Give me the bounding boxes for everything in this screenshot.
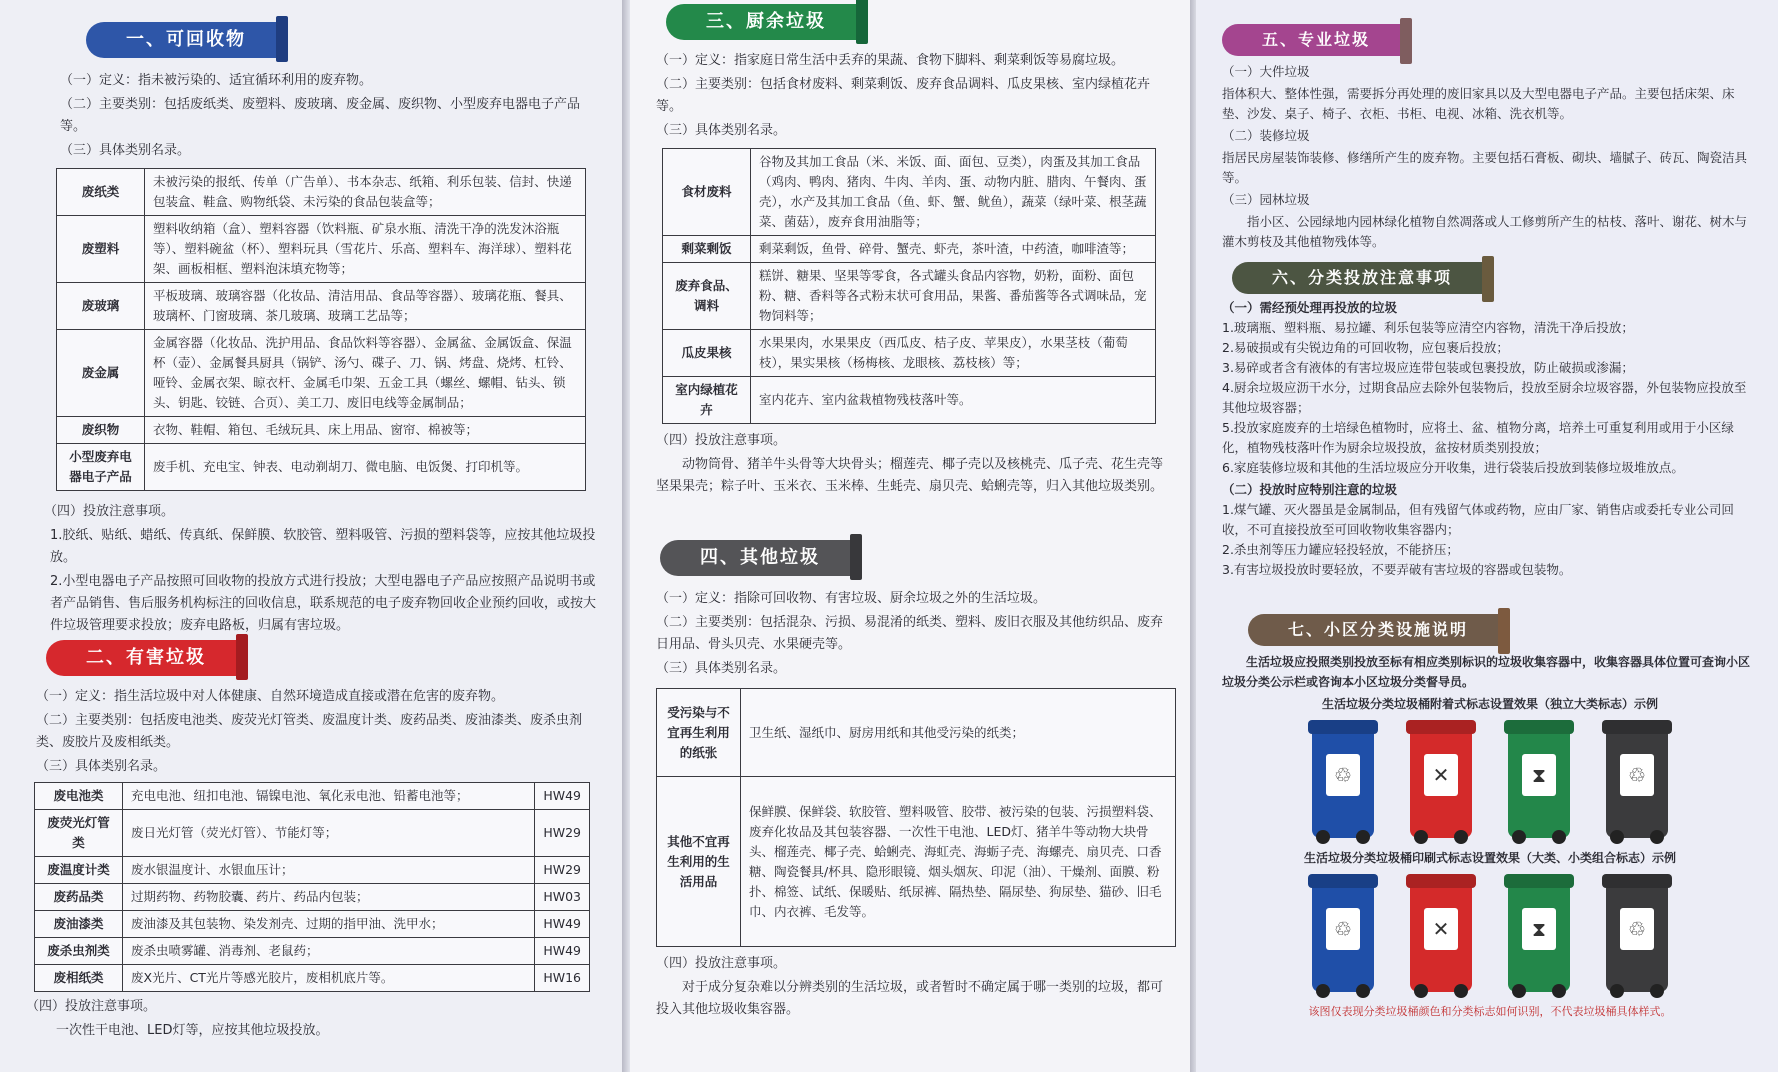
bin-lid (1308, 874, 1378, 888)
hazard-code-cell: HW03 (535, 884, 590, 911)
hazard-code-cell: HW29 (535, 810, 590, 857)
description-cell: 糕饼、糖果、坚果等零食，各式罐头食品内容物，奶粉，面粉、面包粉、糖、香料等各式粉末状可食用品，果酱、番茄酱等各式调味品，宠物饲料等； (751, 263, 1156, 330)
special-heading-2: （二）装修垃圾 (1222, 128, 1310, 143)
other-main-types: （二）主要类别：包括混杂、污损、易混淆的纸类、塑料、废旧衣服及其他纺织品、废弃日用品、骨头贝壳、水果硬壳等。 (656, 615, 1164, 652)
category-cell: 废电池类 (35, 783, 123, 810)
bin-wheel (1454, 984, 1468, 998)
notice-heading-2: （二）投放时应特别注意的垃圾 (1222, 482, 1398, 497)
hazardous-definition: （一）定义：指生活垃圾中对人体健康、自然环境造成直接或潜在危害的废弃物。 (36, 689, 505, 704)
table-row (57, 330, 586, 417)
table-row (57, 169, 586, 216)
other-waste-icon: ♲ (1620, 754, 1654, 796)
bin-lid (1308, 720, 1378, 734)
description-cell: 未被污染的报纸、传单（广告单）、书本杂志、纸箱、利乐包装、信封、快递包装盒、鞋盒、购物纸袋、未污染的食品包装盒等； (145, 169, 586, 216)
notice-section (1222, 262, 1758, 580)
kitchen-note-1: 动物筒骨、猪羊牛头骨等大块骨头；榴莲壳、椰子壳以及核桃壳、瓜子壳、花生壳等坚果果壳；粽子叶、玉米衣、玉米棒、生蚝壳、扇贝壳、蛤蜊壳等，归入其他垃圾类别。 (656, 457, 1164, 494)
facility-caption-2: 生活垃圾分类垃圾桶印刷式标志设置效果（大类、小类组合标志）示例 (1303, 851, 1676, 865)
facility-footnote: 该图仅表现分类垃圾桶颜色和分类标志如何识别，不代表垃圾桶具体样式。 (1308, 1005, 1672, 1018)
table-row (35, 884, 590, 911)
waste-bin (1312, 874, 1374, 992)
category-cell: 废油漆类 (35, 911, 123, 938)
recyclable-note-2: 2.小型电器电子产品按照可回收物的投放方式进行投放；大型电器电子产品应按照产品说明书或者产品销售、售后服务机构标注的回收信息，联系规范的电子废弃物回收企业预约回收，或按大件垃圾管理要求投放；废弃电路板，归属有害垃圾。 (50, 574, 597, 633)
bin-wheel (1316, 984, 1330, 998)
hazard-icon: ✕ (1424, 908, 1458, 950)
description-cell: 金属容器（化妆品、洗护用品、食品饮料等容器）、金属盆、金属饭盒、保温杯（壶）、金属餐具厨具（锅铲、汤勺、碟子、刀、锅、烤盘、烧烤、杠铃、哑铃、金属衣架、晾衣杆、金属毛巾架、五金工具（螺丝、螺帽、钻头、锁头、钥匙、铰链、合页）、美工刀、废旧电线等金属制品； (145, 330, 586, 417)
special-title: 五、专业垃圾 (1262, 30, 1371, 49)
other-title: 四、其他垃圾 (700, 547, 820, 568)
hazardous-list-heading: （三）具体类别名录。 (36, 759, 167, 774)
list-item: 3.有害垃圾投放时要轻放，不要弄破有害垃圾的容器或包装物。 (1222, 562, 1572, 577)
hazard-icon: ✕ (1424, 754, 1458, 796)
bin-lid (1504, 720, 1574, 734)
description-cell: 废日光灯管（荧光灯管）、节能灯等； (123, 810, 535, 857)
bin-wheel (1512, 984, 1526, 998)
list-item: 6.家庭装修垃圾和其他的生活垃圾应分开收集，进行袋装后投放到装修垃圾堆放点。 (1222, 460, 1684, 475)
description-cell: 剩菜剩饭，鱼骨、碎骨、蟹壳、虾壳，茶叶渣，中药渣，咖啡渣等； (751, 236, 1156, 263)
table-row (663, 149, 1156, 236)
category-cell: 废塑料 (57, 216, 145, 283)
special-text-1: 指体积大、整体性强，需要拆分再处理的废旧家具以及大型电器电子产品。主要包括床架、床垫、沙发、桌子、椅子、衣柜、书柜、电视、冰箱、洗衣机等。 (1222, 86, 1735, 121)
recyclable-notes-heading: （四）投放注意事项。 (44, 504, 175, 519)
description-cell: 废手机、充电宝、钟表、电动剃胡刀、微电脑、电饭煲、打印机等。 (145, 444, 586, 491)
other-list-heading: （三）具体类别名录。 (656, 661, 787, 676)
recyclable-title: 一、可回收物 (126, 29, 246, 50)
other-section (656, 540, 1170, 1021)
recyclable-banner (86, 22, 280, 58)
description-cell: 水果果肉，水果果皮（西瓜皮、桔子皮、苹果皮），水果茎枝（葡萄枝），果实果核（杨梅核、龙眼核、荔枝核）等； (751, 330, 1156, 377)
category-cell: 室内绿植花卉 (663, 377, 751, 424)
special-heading-3: （三）园林垃圾 (1222, 192, 1310, 207)
kitchen-banner (666, 4, 860, 40)
hazard-code-cell: HW29 (535, 857, 590, 884)
bin-wheel (1414, 830, 1428, 844)
category-cell: 食材废料 (663, 149, 751, 236)
recyclable-section (26, 22, 602, 637)
category-cell: 废温度计类 (35, 857, 123, 884)
hazardous-section (26, 640, 602, 1042)
category-cell: 小型废弃电器电子产品 (57, 444, 145, 491)
table-row (663, 330, 1156, 377)
kitchen-notes-heading: （四）投放注意事项。 (656, 433, 787, 448)
middle-panel (630, 0, 1190, 1072)
recyclable-main-types: （二）主要类别：包括废纸类、废塑料、废玻璃、废金属、废织物、小型废弃电器电子产品等。 (60, 97, 581, 134)
hazard-code-cell: HW49 (535, 783, 590, 810)
category-cell: 废金属 (57, 330, 145, 417)
bin-lid (1406, 720, 1476, 734)
facility-caption-1: 生活垃圾分类垃圾桶附着式标志设置效果（独立大类标志）示例 (1321, 697, 1658, 711)
list-item: 5.投放家庭废弃的土培绿色植物时，应将土、盆、植物分离，培养土可重复利用或用于小区绿化，植物残枝落叶作为厨余垃圾投放，盆按材质类别投放； (1222, 420, 1734, 455)
category-cell: 受污染与不宜再生利用的纸张 (657, 689, 741, 777)
list-item: 2.杀虫剂等压力罐应轻投轻放，不能挤压； (1222, 542, 1459, 557)
other-definition: （一）定义：指除可回收物、有害垃圾、厨余垃圾之外的生活垃圾。 (656, 591, 1047, 606)
description-cell: 塑料收纳箱（盒）、塑料容器（饮料瓶、矿泉水瓶、清洗干净的洗发沐浴瓶等）、塑料碗盆（杯）、塑料玩具（雪花片、乐高、塑料车、海洋球）、塑料花架、画板相框、塑料泡沫填充物等； (145, 216, 586, 283)
description-cell: 废水银温度计、水银血压计； (123, 857, 535, 884)
bin-lid (1602, 720, 1672, 734)
bin-wheel (1356, 984, 1370, 998)
description-cell: 废杀虫喷雾罐、消毒剂、老鼠药； (123, 938, 535, 965)
table-row (663, 236, 1156, 263)
category-cell: 废纸类 (57, 169, 145, 216)
waste-bin (1410, 874, 1472, 992)
table-row (57, 283, 586, 330)
hazard-code-cell: HW49 (535, 911, 590, 938)
table-row (663, 377, 1156, 424)
facility-title: 七、小区分类设施说明 (1288, 620, 1469, 639)
bin-lid (1406, 874, 1476, 888)
table-row (35, 911, 590, 938)
description-cell: 保鲜膜、保鲜袋、软胶管、塑料吸管、胶带、被污染的包装、污损塑料袋、废弃化妆品及其包装容器、一次性干电池、LED灯、猪羊牛等动物大块骨头、榴莲壳、椰子壳、蛤蜊壳、海虹壳、海蛎子壳、海螺壳、扇贝壳、口香糖、陶瓷餐具/杯具、隐形眼镜、烟头烟灰、印泥（油）、干燥剂、面膜、粉扑、棉签、试纸、保暖贴、纸尿裤、隔热垫、隔尿垫、狗尿垫、猫砂、旧毛巾、内衣裤、毛发等。 (741, 777, 1176, 947)
category-cell: 废织物 (57, 417, 145, 444)
notice-title: 六、分类投放注意事项 (1272, 268, 1453, 287)
notice-list-1 (1222, 318, 1758, 478)
list-item: 1.煤气罐、灭火器虽是金属制品，但有残留气体或药物，应由厂家、销售店或委托专业公司回收，不可直接投放至可回收物收集容器内； (1222, 502, 1734, 537)
bin-wheel (1552, 984, 1566, 998)
fold-line (622, 0, 630, 1072)
category-cell: 废弃食品、调料 (663, 263, 751, 330)
hazardous-banner (46, 640, 240, 676)
waste-bin (1606, 720, 1668, 838)
category-cell: 其他不宜再生利用的生活用品 (657, 777, 741, 947)
special-section (1222, 24, 1758, 252)
description-cell: 卫生纸、湿纸巾、厨房用纸和其他受污染的纸类； (741, 689, 1176, 777)
category-cell: 瓜皮果核 (663, 330, 751, 377)
table-row (35, 810, 590, 857)
recycle-icon: ♲ (1326, 908, 1360, 950)
banner-tab (1400, 18, 1412, 64)
table-row (35, 857, 590, 884)
hazardous-note-1: 一次性干电池、LED灯等，应按其他垃圾投放。 (56, 1023, 329, 1038)
category-cell: 废玻璃 (57, 283, 145, 330)
description-cell: 室内花卉、室内盆栽植物残枝落叶等。 (751, 377, 1156, 424)
recyclable-definition: （一）定义：指未被污染的、适宜循环利用的废弃物。 (60, 73, 373, 88)
list-item: 1.玻璃瓶、塑料瓶、易拉罐、利乐包装等应清空内容物，清洗干净后投放； (1222, 320, 1634, 335)
description-cell: 废油漆及其包装物、染发剂壳、过期的指甲油、洗甲水； (123, 911, 535, 938)
list-item: 2.易破损或有尖锐边角的可回收物，应包裹后投放； (1222, 340, 1509, 355)
waste-bin (1312, 720, 1374, 838)
table-row (657, 777, 1176, 947)
bin-wheel (1316, 830, 1330, 844)
category-cell: 废杀虫剂类 (35, 938, 123, 965)
hazard-code-cell: HW16 (535, 965, 590, 992)
waste-bin (1508, 720, 1570, 838)
recyclable-table (56, 168, 586, 491)
other-notes-heading: （四）投放注意事项。 (656, 956, 787, 971)
bin-wheel (1356, 830, 1370, 844)
category-cell: 废药品类 (35, 884, 123, 911)
banner-tab (1482, 256, 1494, 302)
waste-bin (1508, 874, 1570, 992)
kitchen-list-heading: （三）具体类别名录。 (656, 123, 787, 138)
banner-tab (276, 16, 288, 62)
description-cell: 衣物、鞋帽、箱包、毛绒玩具、床上用品、窗帘、棉被等； (145, 417, 586, 444)
bin-wheel (1610, 830, 1624, 844)
description-cell: 平板玻璃、玻璃容器（化妆品、清洁用品、食品等容器）、玻璃花瓶、餐具、玻璃杯、门窗玻璃、茶几玻璃、玻璃工艺品等； (145, 283, 586, 330)
special-text-2: 指居民房屋装饰装修、修缮所产生的废弃物。主要包括石膏板、砌块、墙腻子、砖瓦、陶瓷洁具等。 (1222, 150, 1748, 185)
banner-tab (236, 634, 248, 680)
recycle-icon: ♲ (1326, 754, 1360, 796)
facility-banner (1248, 614, 1502, 646)
hazardous-notes-heading: （四）投放注意事项。 (26, 999, 157, 1014)
bin-wheel (1512, 830, 1526, 844)
other-banner (660, 540, 854, 576)
bin-lid (1602, 874, 1672, 888)
table-row (57, 216, 586, 283)
bin-wheel (1552, 830, 1566, 844)
table-row (35, 783, 590, 810)
facility-text: 生活垃圾应投照类别投放至标有相应类别标识的垃圾收集容器中，收集容器具体位置可查询小区垃圾分类公示栏或咨询本小区垃圾分类督导员。 (1222, 655, 1751, 689)
kitchen-main-types: （二）主要类别：包括食材废料、剩菜剩饭、废弃食品调料、瓜皮果核、室内绿植花卉等。 (656, 77, 1151, 114)
special-banner (1222, 24, 1404, 56)
notice-banner (1232, 262, 1486, 294)
bin-row-printed (1222, 874, 1758, 992)
bin-wheel (1610, 984, 1624, 998)
category-cell: 废荧光灯管类 (35, 810, 123, 857)
list-item: 4.厨余垃圾应沥干水分，过期食品应去除外包装物后，投放至厨余垃圾容器，外包装物应投放至其他垃圾容器； (1222, 380, 1747, 415)
description-cell: 充电电池、纽扣电池、镉镍电池、氧化汞电池、铅蓄电池等； (123, 783, 535, 810)
recyclable-note-1: 1.胶纸、贴纸、蜡纸、传真纸、保鲜膜、软胶管、塑料吸管、污损的塑料袋等，应按其他垃圾投放。 (50, 528, 596, 565)
kitchen-section (656, 4, 1170, 498)
table-row (35, 938, 590, 965)
hazardous-main-types: （二）主要类别：包括废电池类、废荧光灯管类、废温度计类、废药品类、废油漆类、废杀虫剂类、废胶片及废相纸类。 (36, 713, 583, 750)
waste-bin (1606, 874, 1668, 992)
table-row (657, 689, 1176, 777)
category-cell: 剩菜剩饭 (663, 236, 751, 263)
table-row (35, 965, 590, 992)
other-table (656, 688, 1176, 947)
bin-wheel (1650, 830, 1664, 844)
banner-tab (856, 0, 868, 44)
list-item: 3.易碎或者含有液体的有害垃圾应连带包装或包裹投放，防止破损或渗漏； (1222, 360, 1634, 375)
hourglass-icon: ⧗ (1522, 754, 1556, 796)
banner-tab (1498, 608, 1510, 654)
special-heading-1: （一）大件垃圾 (1222, 64, 1310, 79)
waste-bin (1410, 720, 1472, 838)
description-cell: 过期药物、药物胶囊、药片、药品内包装； (123, 884, 535, 911)
kitchen-title: 三、厨余垃圾 (706, 11, 826, 32)
left-panel (0, 0, 622, 1072)
bin-row-attached (1222, 720, 1758, 838)
table-row (663, 263, 1156, 330)
bin-wheel (1414, 984, 1428, 998)
other-waste-icon: ♲ (1620, 908, 1654, 950)
hazardous-table (34, 782, 590, 992)
right-panel (1196, 0, 1778, 1072)
category-cell: 废相纸类 (35, 965, 123, 992)
recyclable-list-heading: （三）具体类别名录。 (60, 143, 191, 158)
table-row (57, 417, 586, 444)
table-row (57, 444, 586, 491)
hourglass-icon: ⧗ (1522, 908, 1556, 950)
hazard-code-cell: HW49 (535, 938, 590, 965)
special-text-3: 指小区、公园绿地内园林绿化植物自然凋落或人工修剪所产生的枯枝、落叶、谢花、树木与灌木剪枝及其他植物残体等。 (1222, 214, 1748, 249)
bin-wheel (1454, 830, 1468, 844)
bin-lid (1504, 874, 1574, 888)
kitchen-table (662, 148, 1156, 424)
facility-section (1222, 614, 1758, 1022)
description-cell: 谷物及其加工食品（米、米饭、面、面包、豆类），肉蛋及其加工食品（鸡肉、鸭肉、猪肉、牛肉、羊肉、蛋、动物内脏、腊肉、午餐肉、蛋壳），水产及其加工食品（鱼、虾、蟹、鱿鱼），蔬菜（绿叶菜、根茎蔬菜、菌菇），废弃食用油脂等； (751, 149, 1156, 236)
description-cell: 废X光片、CT光片等感光胶片，废相机底片等。 (123, 965, 535, 992)
other-note-1: 对于成分复杂难以分辨类别的生活垃圾，或者暂时不确定属于哪一类别的垃圾，都可投入其他垃圾收集容器。 (656, 980, 1164, 1017)
notice-heading-1: （一）需经预处理再投放的垃圾 (1222, 300, 1398, 315)
kitchen-definition: （一）定义：指家庭日常生活中丢弃的果蔬、食物下脚料、剩菜剩饭等易腐垃圾。 (656, 53, 1125, 68)
banner-tab (850, 534, 862, 580)
notice-list-2 (1222, 500, 1758, 580)
hazardous-title: 二、有害垃圾 (86, 647, 206, 668)
bin-wheel (1650, 984, 1664, 998)
